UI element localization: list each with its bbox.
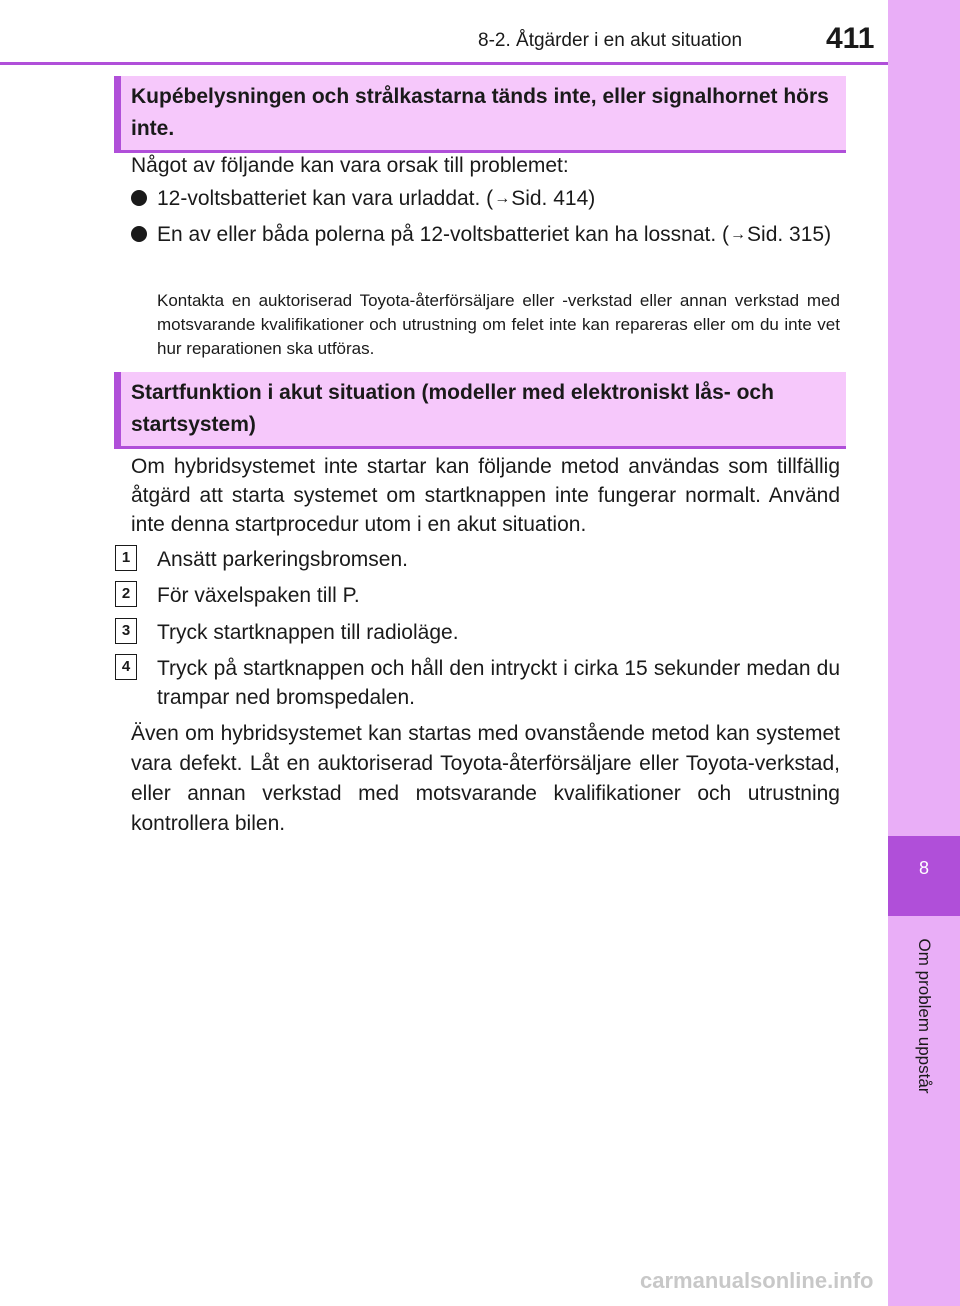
step-number-badge: 1 [115, 545, 137, 571]
chapter-tab[interactable] [888, 836, 960, 916]
step-number-badge: 4 [115, 654, 137, 680]
page-number: 411 [826, 22, 875, 55]
chapter-number: 8 [918, 858, 929, 878]
step-item [115, 581, 840, 610]
header-section-title: 8-2. Åtgärder i en akut situation [478, 30, 743, 51]
side-tab [888, 0, 960, 1306]
page-reference-link[interactable]: Sid. 414) [511, 187, 596, 210]
step-item [115, 545, 840, 574]
closing-paragraph: Även om hybridsystemet kan startas med ovanstående metod kan systemet vara defekt. Låt en auktoriserad Toyota-återförsäljare eller Toyota-verkstad, eller annan verkstad med motsvarande kvalifikationer och utrustning kontrollera bilen. [131, 722, 840, 835]
step-text: Ansätt parkeringsbromsen. [157, 548, 408, 571]
arrow-right-icon: → [494, 190, 511, 207]
step-item [115, 654, 840, 712]
service-note: Kontakta en auktoriserad Toyota-återförsäljare eller -verkstad eller annan verkstad med motsvarande kvalifikationer och utrustning om felet inte kan repareras eller om du inte vet hur reparationen ska utföras. [157, 291, 840, 358]
chapter-title: Om problem uppstår [915, 938, 934, 1094]
bullet-icon [131, 226, 147, 242]
step-text: Tryck startknappen till radioläge. [157, 621, 459, 644]
bullet-icon [131, 190, 147, 206]
section1-intro: Något av följande kan vara orsak till problemet: [131, 154, 569, 177]
section2-intro: Om hybridsystemet inte startar kan följande metod användas som tillfällig åtgärd att starta systemet om startknappen inte fungerar normalt. Använd inte denna startprocedur utom i en akut situation. [131, 455, 840, 536]
step-item [115, 618, 840, 647]
arrow-right-icon: → [730, 226, 747, 243]
bullet-item: 12-voltsbatteriet kan vara urladdat. (→Sid. 414) [131, 182, 840, 215]
watermark: carmanualsonline.info [640, 1268, 874, 1293]
step-text: Tryck på startknappen och håll den intryckt i cirka 15 sekunder medan du trampar ned bromspedalen. [157, 657, 840, 709]
header-rule [0, 62, 888, 65]
page-reference-link[interactable]: Sid. 315) [747, 223, 832, 246]
step-number-badge: 3 [115, 618, 137, 644]
bullet-item: En av eller båda polerna på 12-voltsbatteriet kan ha lossnat. (→Sid. 315) [131, 218, 840, 251]
step-text: För växelspaken till P. [157, 584, 360, 607]
section-heading-emergency-start: Startfunktion i akut situation (modeller med elektroniskt lås- och startsystem) [114, 372, 846, 449]
step-number-badge: 2 [115, 581, 137, 607]
section-heading-lighting: Kupébelysningen och strålkastarna tänds inte, eller signalhornet hörs inte. [114, 76, 846, 153]
